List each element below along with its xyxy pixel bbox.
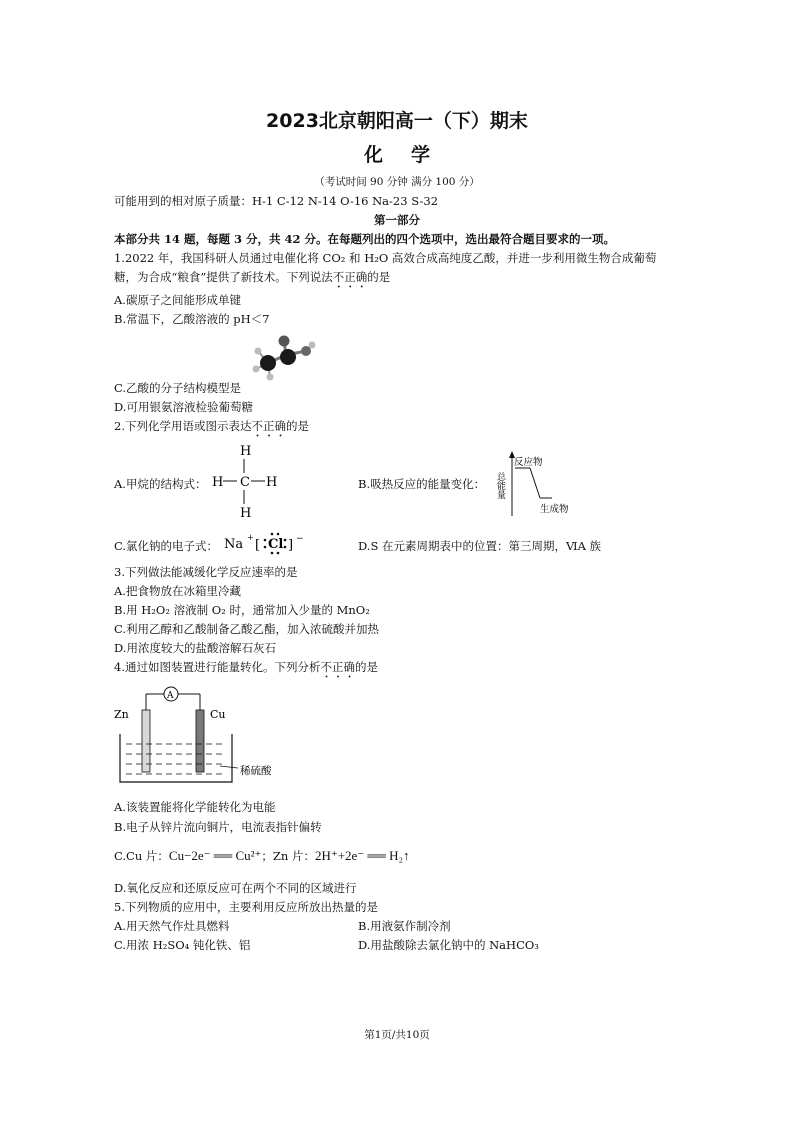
part1-title: 第一部分	[374, 213, 420, 227]
ammeter-label: A	[167, 691, 174, 701]
product-label: 生成物	[540, 504, 569, 515]
subject-title: 化学	[363, 144, 458, 166]
beaker	[120, 734, 232, 782]
reactant-label: 反应物	[514, 457, 543, 468]
q4-emphasis: 不正确	[320, 660, 355, 674]
q5-option-a: A.用天然气作灶具燃料	[114, 919, 230, 933]
methane-h-right: H	[266, 475, 278, 490]
q4-c-prefix: C.Cu 片：	[114, 849, 169, 863]
methane-h-top: H	[240, 444, 252, 459]
q1-option-d: D.可用银氨溶液检验葡萄糖	[114, 400, 253, 414]
methane-c: C	[240, 475, 250, 490]
exam-info: （考试时间 90 分钟 满分 100 分）	[314, 176, 480, 188]
q1-stem-text: 糖，为合成“粮食”提供了新技术。下列说法	[114, 270, 333, 284]
q2-stem-text: 2.下列化学用语或图示表达	[114, 419, 252, 433]
atomic-mass-line: 可能用到的相对原子质量：H-1 C-12 N-14 O-16 Na-23 S-32	[114, 194, 439, 208]
q3-option-d: D.用浓度较大的盐酸溶解石灰石	[114, 641, 276, 655]
q4-stem	[114, 659, 378, 681]
svg-text:+: +	[247, 533, 254, 542]
q1-stem-line2	[114, 269, 390, 291]
q5-option-c: C.用浓 H₂SO₄ 钝化铁、铝	[114, 938, 251, 952]
methane-structural-formula	[210, 441, 282, 521]
q5-option-d: D.用盐酸除去氯化钠中的 NaHCO₃	[358, 938, 539, 952]
na-symbol: Na	[224, 537, 244, 552]
acetic-acid-ball-model	[244, 333, 322, 385]
q3-stem: 3.下列做法能减缓化学反应速率的是	[114, 565, 298, 579]
copper-electrode	[196, 710, 204, 772]
q4-option-d: D.氧化反应和还原反应可在两个不同的区域进行	[114, 881, 357, 895]
galvanic-cell-diagram	[112, 684, 292, 792]
q1-stem-line1: 1.2022 年，我国科研人员通过电催化将 CO₂ 和 H₂O 高效合成高纯度乙酸，并进一步利用微生物合成葡萄	[114, 251, 657, 265]
endothermic-energy-diagram	[490, 450, 590, 520]
q1-option-b: B.常温下，乙酸溶液的 pH＜7	[114, 312, 270, 326]
energy-axis-label: 总能量	[495, 472, 505, 499]
q1-stem-end: 的是	[367, 270, 391, 284]
q4-option-b: B.电子从锌片流向铜片，电流表指针偏转	[114, 820, 322, 834]
q4-c-middle: ；Zn 片：	[261, 849, 315, 863]
q2-option-d: D.S 在元素周期表中的位置：第三周期，ⅥA 族	[358, 539, 602, 553]
q3-option-c: C.利用乙醇和乙酸制备乙酸乙酯，加入浓硫酸并加热	[114, 622, 380, 636]
q5-option-b: B.用液氨作制冷剂	[358, 919, 451, 933]
q2-option-b: B.吸热反应的能量变化：	[358, 477, 486, 491]
q1-emphasis: 不正确	[332, 270, 368, 284]
zn-label: Zn	[114, 708, 129, 721]
page-footer: 第1页/共10页	[364, 1029, 430, 1041]
svg-text:]: ]	[288, 538, 294, 553]
q4-stem-text: 4.通过如图装置进行能量转化。下列分析	[114, 660, 321, 674]
solution-label: 稀硫酸	[240, 765, 272, 777]
q2-emphasis: 不正确	[251, 419, 286, 433]
page-title: 2023北京朝阳高一（下）期末	[266, 110, 528, 132]
q4-c-equation-cu: Cu−2e⁻ ══ Cu²⁺	[168, 848, 262, 863]
q2-option-a: A.甲烷的结构式：	[114, 477, 207, 491]
svg-text:−: −	[296, 534, 304, 544]
svg-text:[: [	[255, 538, 261, 553]
q1-option-a: A.碳原子之间能形成单键	[114, 293, 241, 307]
part1-instructions: 本部分共 14 题，每题 3 分，共 42 分。在每题列出的四个选项中，选出最符合题目要求的一项。	[114, 232, 616, 246]
cl-symbol: Cl	[268, 537, 284, 552]
nacl-electron-dot-formula	[222, 530, 306, 556]
q4-c-equation-zn: 2H⁺+2e⁻ ══ H₂↑	[314, 848, 410, 863]
q3-option-b: B.用 H₂O₂ 溶液制 O₂ 时，通常加入少量的 MnO₂	[114, 603, 370, 617]
zinc-electrode	[142, 710, 150, 772]
q3-option-a: A.把食物放在冰箱里冷藏	[114, 584, 241, 598]
methane-h-left: H	[212, 475, 224, 490]
q4-option-a: A.该装置能将化学能转化为电能	[114, 800, 276, 814]
q1-option-c: C.乙酸的分子结构模型是	[114, 381, 242, 395]
methane-h-bottom: H	[240, 506, 252, 521]
q2-stem-end: 的是	[285, 419, 309, 433]
q4-option-c	[114, 848, 410, 864]
cu-label: Cu	[210, 708, 226, 721]
q2-stem	[114, 418, 309, 440]
q5-stem: 5.下列物质的应用中，主要利用反应所放出热量的是	[114, 900, 378, 914]
q4-stem-end: 的是	[354, 660, 378, 674]
q2-option-c: C.氯化钠的电子式：	[114, 539, 219, 553]
